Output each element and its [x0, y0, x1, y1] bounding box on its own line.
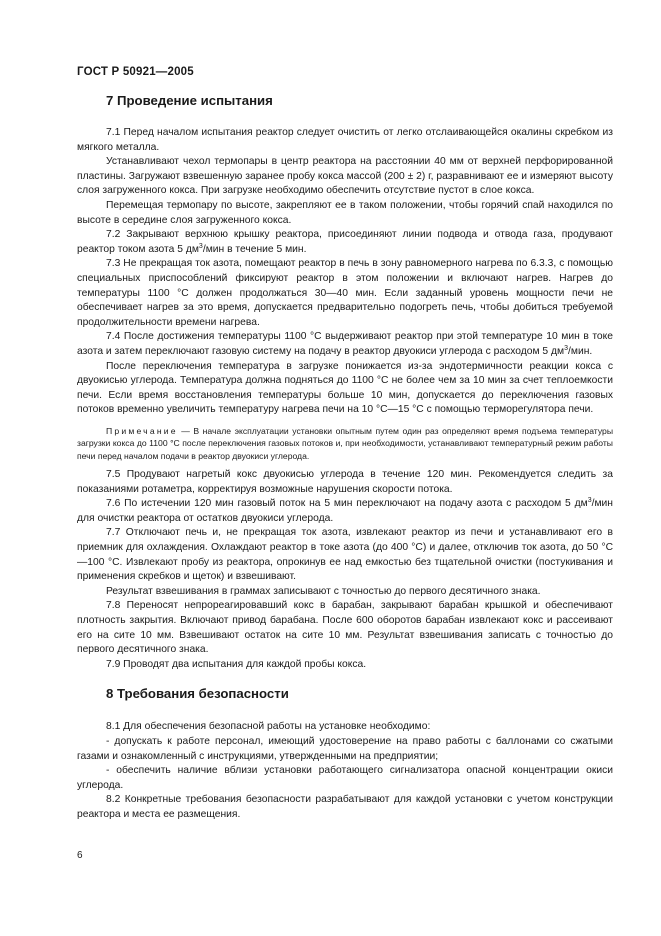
- paragraph-8-2: 8.2 Конкретные требования безопасности разрабатывают для каждой установки с учетом конструкции реактора и места ее размещения.: [77, 794, 613, 820]
- paragraph-7-8: 7.8 Переносят непрореагировавший кокс в барабан, закрывают барабан крышкой и обеспечивают плотность закрытия. Включают привод барабана. После 600 оборотов барабан извлекают кокс и рассеивают его на сите 10 мм. Взвешивают остаток на сите 10 мм. Результат взвешивания записать с точностью до первого десятичного знака.: [77, 600, 613, 656]
- note-text: — В начале эксплуатации установки опытным путем один раз определяют время подъема температуры загрузки кокса до 1100 °С после переключения газовых потоков и, при необходимости, устанавливают температурный режим работы печи перед началом подачи в реактор двуокиси углерода.: [77, 425, 613, 461]
- document-body: [77, 92, 613, 823]
- paragraph-7-9: 7.9 Проводят два испытания для каждой пробы кокса.: [106, 658, 367, 670]
- paragraph-thermocouple: Устанавливают чехол термопары в центр реактора на расстоянии 40 мм от верхней перфорированной пластины. Загружают взвешенную заранее пробу кокса массой (200 ± 2) г, разравнивают ее и измеряют высоту слоя загруженного кокса. При загрузке необходимо обеспечить отсутствие пустот в слое кокса.: [77, 156, 613, 197]
- paragraph-7-6: 7.6 По истечении 120 мин газовый поток на 5 мин переключают на подачу азота с расходом 5 $дм^3$/мин для очистки реактора от остатков двуокиси углерода.: [77, 497, 613, 524]
- note-label: Примечание: [106, 425, 178, 436]
- page-number: 6: [77, 850, 83, 861]
- paragraph-temperature-drop: После переключения температура в загрузке понижается из-за эндотермичности реакции кокса с двуокисью углерода. Температура должна подняться до 1100 °С не более чем за 10 мин за счет теплоемкости печи. Если время восстановления температуры больше 10 мин, допускается до переключения газовых потоков временно увеличить температуру нагрева печи на 10 °С—15 °С с помощью терморегулятора печи.: [77, 360, 613, 416]
- paragraph-7-1: 7.1 Перед началом испытания реактор следует очистить от легко отслаивающейся окалины скребком из мягкого металла.: [77, 127, 613, 153]
- paragraph-weighing-result: Результат взвешивания в граммах записывают с точностью до первого десятичного знака.: [106, 585, 541, 597]
- paragraph-7-2: 7.2 Закрывают верхнюю крышку реактора, присоединяют линии подвода и отвода газа, продувают реактор током азота 5 $дм^3$/мин в течение 5 мин.: [77, 229, 613, 255]
- list-item-personnel: - допускать к работе персонал, имеющий удостоверение на право работы с баллонами со сжатыми газами и ознакомленный с инструкциями, утвержденными на предприятии;: [77, 736, 613, 762]
- paragraph-7-3: 7.3 Не прекращая ток азота, помещают реактор в печь в зону равномерного нагрева по 6.3.3, с помощью специальных приспособлений фиксируют реактор в этом положении и включают нагрев. Нагрев до температуры 1100 °С должен продолжаться 30—40 мин. Если заданный уровень мощности печи не обеспечивает нагрев за это время, допускается предварительно подогреть печь, чтобы добиться требуемой продолжительности времени нагрева.: [77, 258, 613, 328]
- paragraph-7-7: 7.7 Отключают печь и, не прекращая ток азота, извлекают реактор из печи и устанавливают его в приемник для охлаждения. Охлаждают реактор в токе азота (до 400 °С) и далее, отключив ток азота, до 50 °С—100 °С. Извлекают пробу из реактора, опрокинув ее над емкостью без тщательной очистки (постукивания и применения скребков и щеток) и взвешивают.: [77, 527, 613, 583]
- paragraph-7-4: 7.4 После достижения температуры 1100 °С выдерживают реактор при этой температуре 10 мин в токе азота и затем переключают газовую систему на подачу в реактор двуокиси углерода с расходом 5 $дм^3$/мин.: [77, 331, 613, 357]
- section-8-heading: 8 Требования безопасности: [106, 686, 289, 702]
- paragraph-8-1: 8.1 Для обеспечения безопасной работы на установке необходимо:: [106, 721, 431, 733]
- paragraph-hot-junction: Перемещая термопару по высоте, закрепляют ее в таком положении, чтобы горячий спай находился по высоте в середине слоя загруженного кокса.: [77, 199, 613, 226]
- list-item-alarm: - обеспечить наличие вблизи установки работающего сигнализатора опасной концентрации окиси углерода.: [77, 765, 613, 791]
- paragraph-7-5: 7.5 Продувают нагретый кокс двуокисью углерода в течение 120 мин. Рекомендуется следить за показаниями ротаметра, корректируя возможные нарушения скорости потока.: [77, 469, 613, 495]
- note: [77, 425, 613, 462]
- section-7-heading: 7 Проведение испытания: [106, 93, 273, 108]
- document-header: ГОСТ Р 50921—2005: [77, 66, 194, 78]
